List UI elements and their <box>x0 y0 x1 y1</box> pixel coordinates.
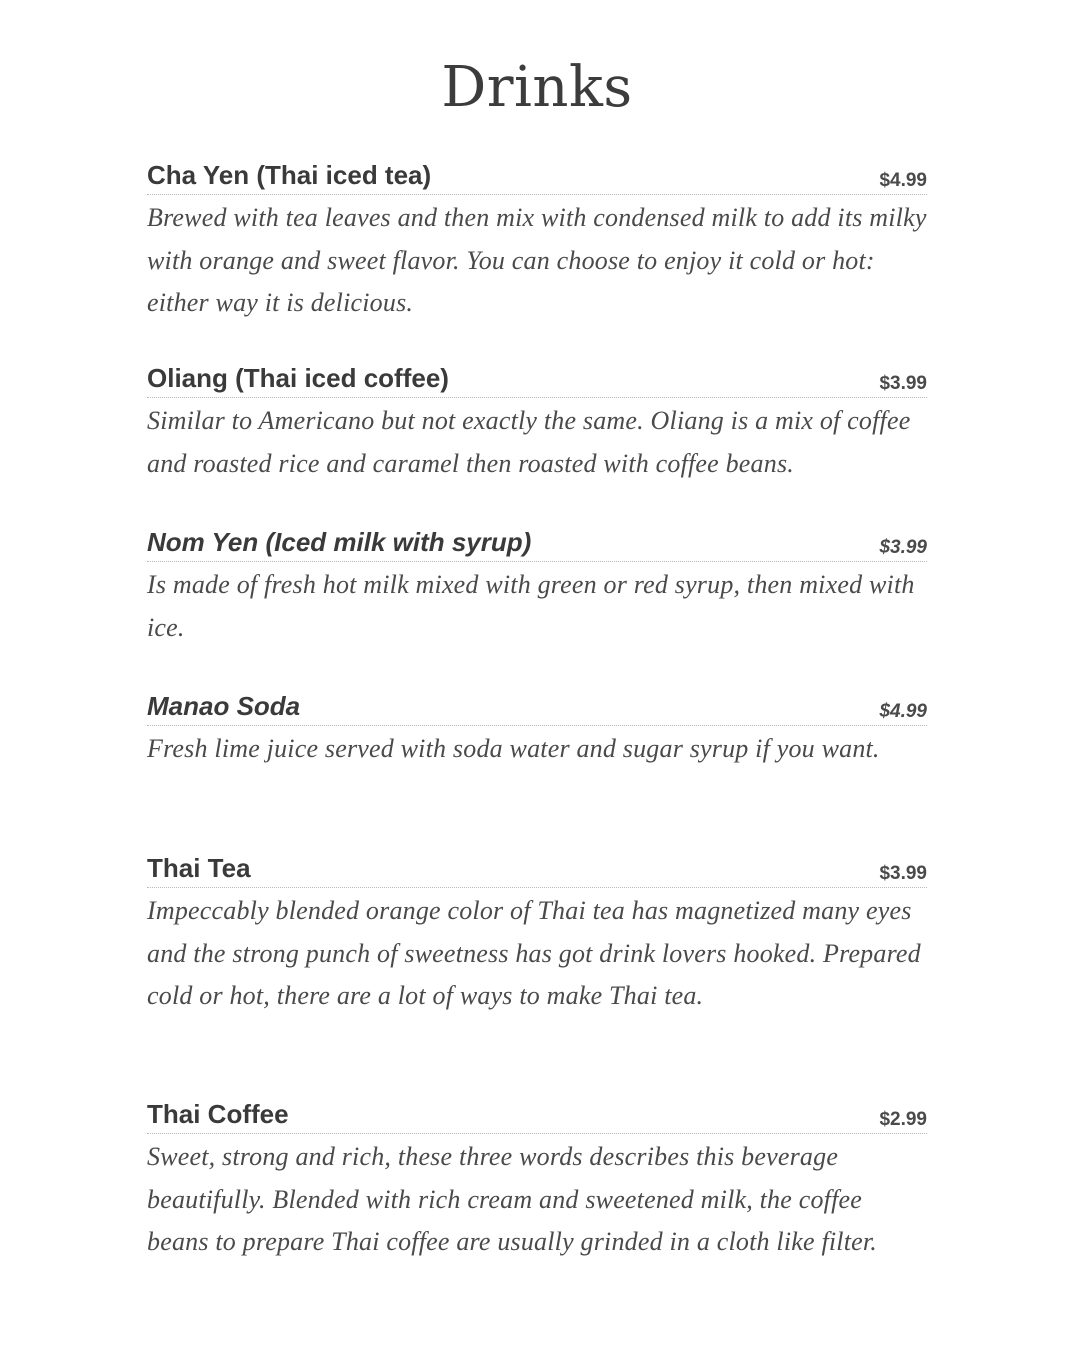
menu-item <box>147 160 927 325</box>
item-description: Is made of fresh hot milk mixed with green or red syrup, then mixed with ice. <box>147 570 915 642</box>
menu-item <box>147 691 927 771</box>
menu-item-header <box>147 160 927 195</box>
item-name: Nom Yen (Iced milk with syrup) <box>147 527 532 557</box>
menu-item-header <box>147 853 927 888</box>
item-description: Brewed with tea leaves and then mix with condensed milk to add its milky with orange and sweet flavor. You can choose to enjoy it cold or hot: either way it is delicious. <box>147 203 927 317</box>
item-price: $3.99 <box>879 373 927 394</box>
item-name: Oliang (Thai iced coffee) <box>147 363 449 393</box>
menu-item <box>147 1099 927 1264</box>
item-price: $4.99 <box>879 701 927 722</box>
menu-item <box>147 527 927 649</box>
item-description: Similar to Americano but not exactly the same. Oliang is a mix of coffee and roasted rice and caramel then roasted with coffee beans. <box>147 406 911 478</box>
menu-item <box>147 853 927 1018</box>
item-description: Fresh lime juice served with soda water and sugar syrup if you want. <box>147 734 880 763</box>
item-description: Sweet, strong and rich, these three words describes this beverage beautifully. Blended with rich cream and sweetened milk, the coffee beans to prepare Thai coffee are usually grinded in a cloth like filter. <box>147 1142 878 1256</box>
item-price: $3.99 <box>879 537 927 558</box>
menu-item-header <box>147 363 927 398</box>
page-title: Drinks <box>441 55 633 120</box>
menu-item-header <box>147 1099 927 1134</box>
item-price: $2.99 <box>879 1109 927 1130</box>
item-price: $3.99 <box>879 863 927 884</box>
item-name: Cha Yen (Thai iced tea) <box>147 160 432 190</box>
item-description: Impeccably blended orange color of Thai tea has magnetized many eyes and the strong punch of sweetness has got drink lovers hooked. Prepared cold or hot, there are a lot of ways to make Thai tea. <box>147 896 921 1010</box>
item-name: Thai Tea <box>147 853 251 883</box>
item-price: $4.99 <box>879 170 927 191</box>
menu-item-header <box>147 691 927 726</box>
item-name: Thai Coffee <box>147 1099 289 1129</box>
menu-item-header <box>147 527 927 562</box>
item-name: Manao Soda <box>147 691 301 721</box>
menu-item <box>147 363 927 485</box>
